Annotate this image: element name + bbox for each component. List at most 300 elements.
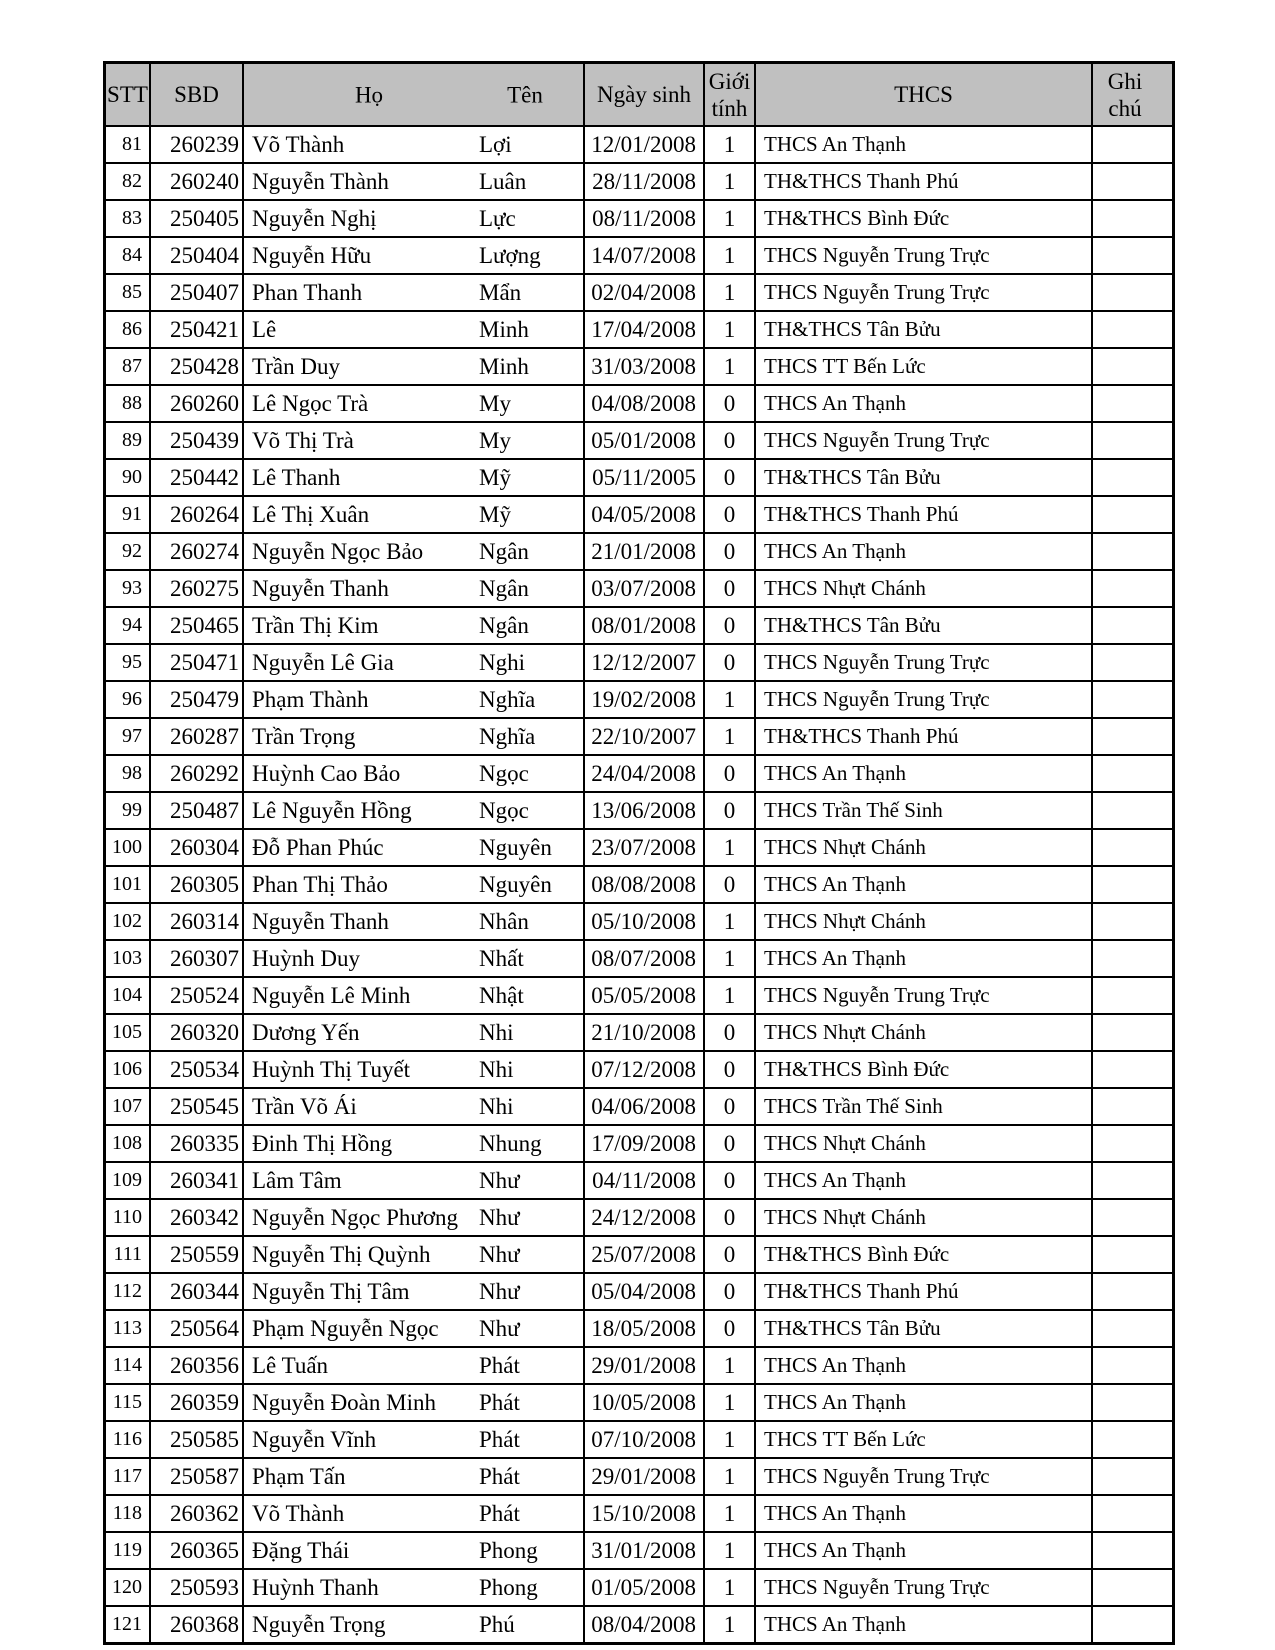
surname-text: Đặng Thái [252,1537,350,1563]
table-row [106,1200,1172,1237]
birthdate-cell: 07/10/2008 [585,1422,705,1457]
table-body [106,127,1172,1642]
gender-cell: 0 [705,793,756,828]
note-cell [1093,978,1157,1013]
table-row [106,164,1172,201]
surname-text: Trần Duy [252,353,340,379]
school-cell: TH&THCS Bình Đức [756,201,1093,236]
school-cell: THCS Nhựt Chánh [756,571,1093,606]
table-row [106,1459,1172,1496]
name-cell [244,756,585,791]
gender-cell: 1 [705,1533,756,1568]
name-cell [244,1570,585,1605]
note-cell [1093,1089,1157,1124]
surname-text: Lê Thị Xuân [252,501,370,527]
sbd-cell: 250404 [151,238,244,273]
surname-text: Trần Thị Kim [252,612,379,638]
sbd-cell: 250524 [151,978,244,1013]
givenname-text: Ngân [479,538,529,564]
name-cell [244,1089,585,1124]
school-cell: THCS Nguyễn Trung Trực [756,645,1093,680]
table-row [106,201,1172,238]
stt-cell: 102 [106,904,151,939]
header-ho-ten [244,64,585,125]
birthdate-cell: 29/01/2008 [585,1348,705,1383]
sbd-cell: 250545 [151,1089,244,1124]
note-cell [1093,1015,1157,1050]
surname-text: Lê Thanh [252,464,341,490]
table-row [106,1348,1172,1385]
givenname-text: Phát [479,1352,520,1378]
sbd-cell: 250534 [151,1052,244,1087]
header-gioi-tinh-line2: tính [711,95,748,121]
note-cell [1093,164,1157,199]
surname-text: Nguyễn Thị Quỳnh [252,1241,431,1267]
note-cell [1093,238,1157,273]
note-cell [1093,830,1157,865]
header-gioi-tinh [705,64,756,125]
givenname-text: Phát [479,1463,520,1489]
stt-cell: 111 [106,1237,151,1272]
surname-text: Phạm Thành [252,686,369,712]
stt-cell: 82 [106,164,151,199]
table-row [106,275,1172,312]
stt-cell: 112 [106,1274,151,1309]
note-cell [1093,460,1157,495]
school-cell: TH&THCS Thanh Phú [756,497,1093,532]
stt-cell: 110 [106,1200,151,1235]
name-cell [244,1607,585,1642]
surname-text: Lâm Tâm [252,1167,342,1193]
surname-text: Lê Tuấn [252,1352,329,1378]
givenname-text: Nhung [479,1130,542,1156]
stt-cell: 117 [106,1459,151,1494]
birthdate-cell: 05/04/2008 [585,1274,705,1309]
givenname-text: Ngọc [479,760,529,786]
surname-text: Phạm Nguyễn Ngọc [252,1315,439,1341]
gender-cell: 0 [705,1237,756,1272]
table-row [106,1089,1172,1126]
note-cell [1093,1311,1157,1346]
school-cell: THCS Trần Thế Sinh [756,793,1093,828]
sbd-cell: 260274 [151,534,244,569]
givenname-text: Nguyên [479,871,552,897]
name-cell [244,978,585,1013]
header-thcs [756,64,1093,125]
note-cell [1093,1052,1157,1087]
stt-cell: 91 [106,497,151,532]
stt-cell: 108 [106,1126,151,1161]
gender-cell: 1 [705,164,756,199]
name-cell [244,682,585,717]
school-cell: THCS Nguyễn Trung Trực [756,978,1093,1013]
birthdate-cell: 23/07/2008 [585,830,705,865]
birthdate-cell: 07/12/2008 [585,1052,705,1087]
sbd-cell: 250442 [151,460,244,495]
sbd-cell: 260359 [151,1385,244,1420]
header-ngay-sinh-label: Ngày sinh [597,82,691,107]
school-cell: TH&THCS Thanh Phú [756,719,1093,754]
note-cell [1093,1496,1157,1531]
stt-cell: 104 [106,978,151,1013]
school-cell: TH&THCS Tân Bửu [756,1311,1093,1346]
table-row [106,756,1172,793]
birthdate-cell: 08/04/2008 [585,1607,705,1642]
school-cell: THCS Nguyễn Trung Trực [756,1570,1093,1605]
name-cell [244,1459,585,1494]
school-cell: TH&THCS Bình Đức [756,1052,1093,1087]
surname-text: Lê Nguyễn Hồng [252,797,412,823]
note-cell [1093,423,1157,458]
stt-cell: 83 [106,201,151,236]
table-row [106,830,1172,867]
school-cell: THCS An Thạnh [756,1607,1093,1642]
stt-cell: 116 [106,1422,151,1457]
gender-cell: 0 [705,1163,756,1198]
sbd-cell: 260365 [151,1533,244,1568]
name-cell [244,571,585,606]
givenname-text: Lực [479,205,516,231]
surname-text: Võ Thị Trà [252,427,354,453]
school-cell: THCS An Thạnh [756,534,1093,569]
sbd-cell: 250471 [151,645,244,680]
table-row [106,682,1172,719]
header-ho-label: Họ [354,82,384,107]
name-cell [244,1052,585,1087]
note-cell [1093,1422,1157,1457]
birthdate-cell: 31/01/2008 [585,1533,705,1568]
gender-cell: 0 [705,1274,756,1309]
birthdate-cell: 05/05/2008 [585,978,705,1013]
school-cell: THCS Nguyễn Trung Trực [756,238,1093,273]
table-row [106,423,1172,460]
surname-text: Huỳnh Cao Bảo [252,760,401,786]
birthdate-cell: 04/05/2008 [585,497,705,532]
note-cell [1093,312,1157,347]
stt-cell: 113 [106,1311,151,1346]
surname-text: Võ Thành [252,131,345,157]
stt-cell: 92 [106,534,151,569]
gender-cell: 0 [705,1126,756,1161]
school-cell: THCS An Thạnh [756,1163,1093,1198]
note-cell [1093,1533,1157,1568]
school-cell: THCS An Thạnh [756,756,1093,791]
gender-cell: 0 [705,1089,756,1124]
birthdate-cell: 04/08/2008 [585,386,705,421]
stt-cell: 103 [106,941,151,976]
header-stt [106,64,151,125]
note-cell [1093,867,1157,902]
gender-cell: 1 [705,1496,756,1531]
birthdate-cell: 03/07/2008 [585,571,705,606]
name-cell [244,164,585,199]
givenname-text: Ngân [479,575,529,601]
gender-cell: 1 [705,941,756,976]
gender-cell: 1 [705,312,756,347]
birthdate-cell: 04/06/2008 [585,1089,705,1124]
givenname-text: Nguyên [479,834,552,860]
note-cell [1093,1570,1157,1605]
gender-cell: 1 [705,1348,756,1383]
stt-cell: 81 [106,127,151,162]
table-row [106,312,1172,349]
stt-cell: 106 [106,1052,151,1087]
name-cell [244,497,585,532]
sbd-cell: 260304 [151,830,244,865]
givenname-text: Phong [479,1574,538,1600]
stt-cell: 109 [106,1163,151,1198]
school-cell: THCS TT Bến Lức [756,1422,1093,1457]
gender-cell: 1 [705,978,756,1013]
birthdate-cell: 08/01/2008 [585,608,705,643]
sbd-cell: 260239 [151,127,244,162]
surname-text: Nguyễn Thanh [252,908,389,934]
table-row [106,534,1172,571]
gender-cell: 1 [705,1459,756,1494]
sbd-cell: 250559 [151,1237,244,1272]
school-cell: TH&THCS Tân Bửu [756,312,1093,347]
stt-cell: 119 [106,1533,151,1568]
stt-cell: 96 [106,682,151,717]
note-cell [1093,645,1157,680]
gender-cell: 1 [705,1570,756,1605]
surname-text: Nguyễn Thanh [252,575,389,601]
birthdate-cell: 12/01/2008 [585,127,705,162]
birthdate-cell: 29/01/2008 [585,1459,705,1494]
name-cell [244,201,585,236]
table-row [106,1015,1172,1052]
sbd-cell: 260287 [151,719,244,754]
stt-cell: 84 [106,238,151,273]
birthdate-cell: 08/08/2008 [585,867,705,902]
surname-text: Huỳnh Thanh [252,1574,379,1600]
gender-cell: 0 [705,756,756,791]
gender-cell: 1 [705,127,756,162]
school-cell: THCS TT Bến Lức [756,349,1093,384]
sbd-cell: 250439 [151,423,244,458]
birthdate-cell: 24/04/2008 [585,756,705,791]
sbd-cell: 250421 [151,312,244,347]
sbd-cell: 260314 [151,904,244,939]
note-cell [1093,386,1157,421]
name-cell [244,904,585,939]
givenname-text: Như [479,1167,520,1193]
surname-text: Nguyễn Hữu [252,242,372,268]
sbd-cell: 260292 [151,756,244,791]
name-cell [244,719,585,754]
gender-cell: 1 [705,904,756,939]
surname-text: Võ Thành [252,1500,345,1526]
birthdate-cell: 18/05/2008 [585,1311,705,1346]
stt-cell: 87 [106,349,151,384]
sbd-cell: 260335 [151,1126,244,1161]
stt-cell: 85 [106,275,151,310]
table-row [106,645,1172,682]
gender-cell: 0 [705,423,756,458]
birthdate-cell: 10/05/2008 [585,1385,705,1420]
sbd-cell: 260320 [151,1015,244,1050]
gender-cell: 0 [705,608,756,643]
sbd-cell: 260260 [151,386,244,421]
name-cell [244,349,585,384]
stt-cell: 121 [106,1607,151,1642]
sbd-cell: 260341 [151,1163,244,1198]
surname-text: Nguyễn Ngọc Phương [252,1204,459,1230]
givenname-text: My [479,427,511,453]
name-cell [244,386,585,421]
givenname-text: Phú [479,1611,515,1637]
name-cell [244,460,585,495]
birthdate-cell: 19/02/2008 [585,682,705,717]
stt-cell: 114 [106,1348,151,1383]
birthdate-cell: 22/10/2007 [585,719,705,754]
gender-cell: 0 [705,534,756,569]
table-row [106,1052,1172,1089]
birthdate-cell: 05/01/2008 [585,423,705,458]
name-cell [244,275,585,310]
birthdate-cell: 31/03/2008 [585,349,705,384]
note-cell [1093,1348,1157,1383]
school-cell: TH&THCS Thanh Phú [756,164,1093,199]
table-row [106,1237,1172,1274]
name-cell [244,830,585,865]
givenname-text: Như [479,1278,520,1304]
surname-text: Nguyễn Trọng [252,1611,386,1637]
givenname-text: Minh [479,316,529,342]
givenname-text: Phát [479,1426,520,1452]
school-cell: THCS Nhựt Chánh [756,1126,1093,1161]
givenname-text: Nhi [479,1056,514,1082]
surname-text: Huỳnh Thị Tuyết [252,1056,411,1082]
name-cell [244,1237,585,1272]
stt-cell: 99 [106,793,151,828]
note-cell [1093,756,1157,791]
school-cell: THCS Nguyễn Trung Trực [756,1459,1093,1494]
sbd-cell: 260240 [151,164,244,199]
table-row [106,1163,1172,1200]
stt-cell: 93 [106,571,151,606]
note-cell [1093,1385,1157,1420]
name-cell [244,1385,585,1420]
school-cell: THCS An Thạnh [756,127,1093,162]
stt-cell: 98 [106,756,151,791]
givenname-text: Như [479,1241,520,1267]
givenname-text: Phát [479,1389,520,1415]
givenname-text: Luân [479,168,527,194]
birthdate-cell: 05/10/2008 [585,904,705,939]
gender-cell: 0 [705,386,756,421]
surname-text: Nguyễn Nghị [252,205,377,231]
header-thcs-label: THCS [894,82,953,107]
givenname-text: Nhất [479,945,524,971]
givenname-text: Ngọc [479,797,529,823]
table-row [106,1496,1172,1533]
birthdate-cell: 17/09/2008 [585,1126,705,1161]
stt-cell: 120 [106,1570,151,1605]
gender-cell: 0 [705,645,756,680]
sbd-cell: 260344 [151,1274,244,1309]
name-cell [244,867,585,902]
name-cell [244,1274,585,1309]
birthdate-cell: 12/12/2007 [585,645,705,680]
name-cell [244,1015,585,1050]
name-cell [244,941,585,976]
surname-text: Trần Võ Ái [252,1093,357,1119]
sbd-cell: 250593 [151,1570,244,1605]
table-row [106,793,1172,830]
sbd-cell: 260307 [151,941,244,976]
note-cell [1093,719,1157,754]
birthdate-cell: 15/10/2008 [585,1496,705,1531]
givenname-text: Ngân [479,612,529,638]
stt-cell: 101 [106,867,151,902]
name-cell [244,238,585,273]
gender-cell: 0 [705,1200,756,1235]
surname-text: Nguyễn Lê Minh [252,982,411,1008]
surname-text: Phạm Tấn [252,1463,346,1489]
header-ghi-chu-line1: Ghi [1107,68,1143,94]
birthdate-cell: 17/04/2008 [585,312,705,347]
name-cell [244,423,585,458]
sbd-cell: 260368 [151,1607,244,1642]
surname-text: Nguyễn Đoàn Minh [252,1389,436,1415]
table-row [106,1570,1172,1607]
name-cell [244,1496,585,1531]
surname-text: Nguyễn Thị Tâm [252,1278,410,1304]
name-cell [244,312,585,347]
givenname-text: Như [479,1315,520,1341]
birthdate-cell: 08/11/2008 [585,201,705,236]
name-cell [244,645,585,680]
sbd-cell: 250479 [151,682,244,717]
school-cell: THCS Nhựt Chánh [756,904,1093,939]
note-cell [1093,1200,1157,1235]
table-row [106,349,1172,386]
header-sbd-label: SBD [174,82,219,107]
givenname-text: Nhật [479,982,524,1008]
stt-cell: 100 [106,830,151,865]
table-row [106,1126,1172,1163]
header-ghi-chu [1093,64,1157,125]
note-cell [1093,1163,1157,1198]
name-cell [244,793,585,828]
school-cell: THCS An Thạnh [756,1348,1093,1383]
gender-cell: 1 [705,201,756,236]
surname-text: Huỳnh Duy [252,945,360,971]
gender-cell: 1 [705,275,756,310]
sbd-cell: 250487 [151,793,244,828]
note-cell [1093,941,1157,976]
gender-cell: 0 [705,460,756,495]
table-row [106,941,1172,978]
sbd-cell: 250407 [151,275,244,310]
note-cell [1093,608,1157,643]
note-cell [1093,571,1157,606]
note-cell [1093,682,1157,717]
givenname-text: My [479,390,511,416]
birthdate-cell: 13/06/2008 [585,793,705,828]
name-cell [244,1200,585,1235]
table-row [106,497,1172,534]
table-header-row [106,64,1172,127]
header-gioi-tinh-line1: Giới [708,68,751,94]
surname-text: Nguyễn Thành [252,168,389,194]
table-row [106,1607,1172,1642]
givenname-text: Nghi [479,649,525,675]
givenname-text: Mỹ [479,501,511,527]
table-row [106,1422,1172,1459]
birthdate-cell: 25/07/2008 [585,1237,705,1272]
